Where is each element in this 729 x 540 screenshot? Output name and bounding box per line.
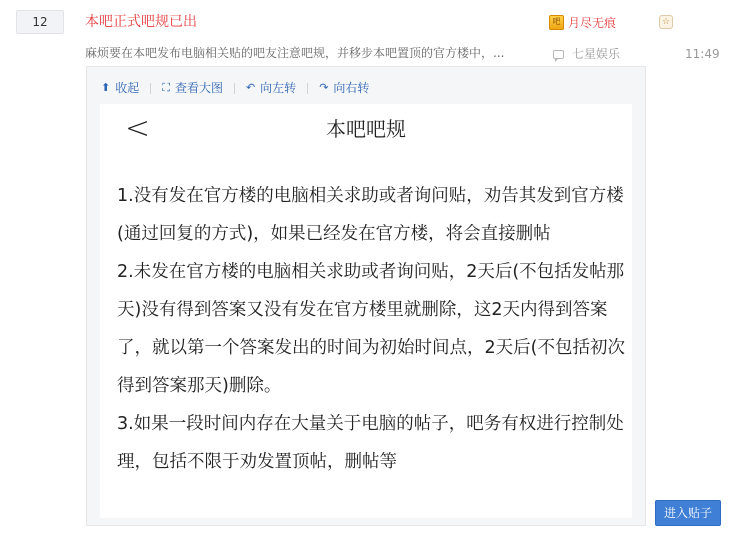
rotate-left-icon: ↶ bbox=[245, 81, 256, 94]
rule-item: 3.如果一段时间内存在大量关于电脑的帖子，吧务有权进行控制处理，包括不限于劝发置顶帖，删帖等 bbox=[117, 414, 624, 472]
toolbar-divider bbox=[307, 83, 308, 94]
image-page-title: 本吧吧规 bbox=[326, 117, 406, 141]
rules-text bbox=[117, 177, 625, 481]
image-preview-panel bbox=[86, 66, 646, 526]
last-replier[interactable] bbox=[553, 46, 620, 62]
bar-owner-badge-icon: 吧 bbox=[549, 15, 564, 30]
rotate-right-button[interactable] bbox=[319, 80, 369, 96]
rotate-right-label: 向右转 bbox=[333, 81, 370, 95]
view-large-label: 查看大图 bbox=[174, 81, 223, 95]
thread-author[interactable] bbox=[549, 13, 616, 31]
rotate-right-icon: ↷ bbox=[319, 81, 329, 94]
post-image[interactable] bbox=[100, 104, 632, 518]
reply-count-badge: 12 bbox=[16, 10, 64, 34]
collapse-label: 收起 bbox=[115, 81, 140, 95]
enter-thread-button[interactable]: 进入贴子 bbox=[655, 500, 721, 526]
rotate-left-button[interactable] bbox=[246, 80, 296, 96]
rule-item: 2.未发在官方楼的电脑相关求助或者询问贴，2天后(不包括发帖那天)没有得到答案又没有发在官方楼里就删除，这2天内得到答案了，就以第一个答案发出的时间为初始时间点，2天后(不包括初次得到答案那天)删除。 bbox=[117, 262, 625, 396]
back-chevron-icon: < bbox=[125, 111, 151, 146]
rule-item: 1.没有发在官方楼的电脑相关求助或者询问贴，劝告其发到官方楼(通过回复的方式)，如果已经发在官方楼，将会直接删帖 bbox=[117, 186, 624, 244]
toolbar-divider bbox=[234, 83, 235, 94]
view-large-button[interactable] bbox=[162, 80, 223, 96]
level-badge-icon[interactable]: ☆ bbox=[659, 15, 673, 29]
rotate-left-label: 向左转 bbox=[260, 81, 297, 95]
thread-abstract: 麻烦要在本吧发布电脑相关贴的吧友注意吧规，并移步本吧置顶的官方楼中，... bbox=[85, 46, 505, 60]
collapse-button[interactable] bbox=[101, 80, 139, 96]
image-toolbar bbox=[101, 80, 369, 96]
expand-icon: ⛶ bbox=[162, 81, 170, 94]
reply-bubble-icon bbox=[553, 50, 564, 59]
last-reply-time: 11:49 bbox=[685, 47, 720, 61]
thread-title-link[interactable]: 本吧正式吧规已出 bbox=[85, 14, 197, 30]
author-name[interactable]: 月尽无痕 bbox=[568, 15, 617, 30]
toolbar-divider bbox=[150, 83, 151, 94]
arrow-up-icon: ⬆ bbox=[101, 81, 111, 94]
last-replier-name[interactable]: 七星娱乐 bbox=[572, 47, 621, 61]
